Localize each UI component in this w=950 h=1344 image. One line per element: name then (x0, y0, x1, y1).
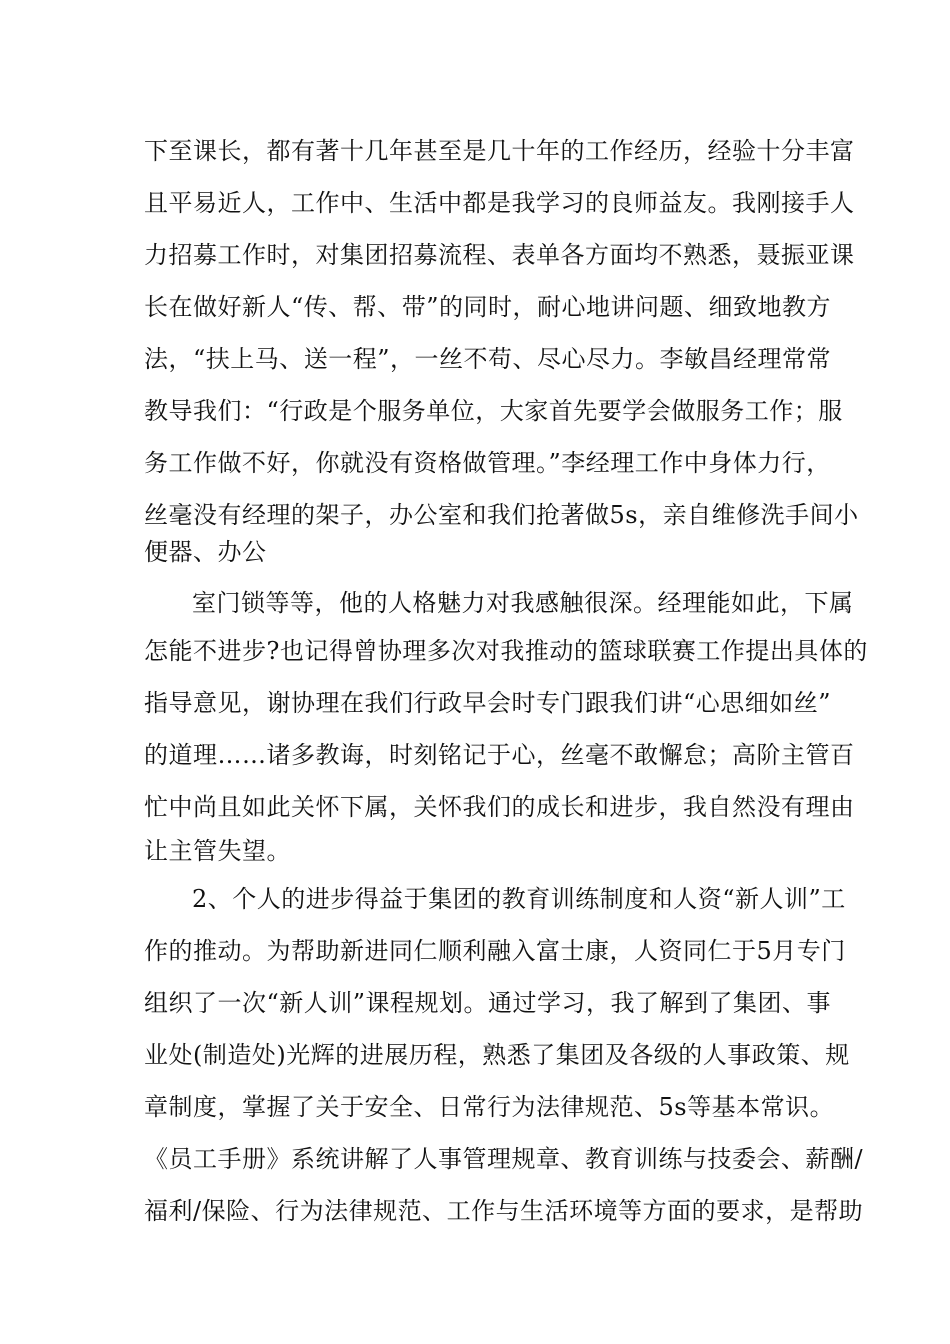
text-line: 2、个人的进步得益于集团的教育训练制度和人资“新人训”工 (192, 885, 846, 913)
text-line: 让主管失望。 (144, 837, 291, 865)
text-line: 怎能不进步?也记得曾协理多次对我推动的篮球联赛工作提出具体的 (144, 637, 868, 665)
text-line: 室门锁等等，他的人格魅力对我感触很深。经理能如此，下属 (192, 589, 854, 617)
text-line: 组织了一次“新人训”课程规划。通过学习，我了解到了集团、事 (144, 989, 832, 1017)
text-line: 福利/保险、行为法律规范、工作与生活环境等方面的要求，是帮助 (144, 1197, 864, 1225)
text-line: 忙中尚且如此关怀下属，关怀我们的成长和进步，我自然没有理由 (144, 793, 855, 821)
text-line: 且平易近人，工作中、生活中都是我学习的良师益友。我刚接手人 (144, 189, 855, 217)
text-line: 力招募工作时，对集团招募流程、表单各方面均不熟悉，聂振亚课 (144, 241, 855, 269)
text-line: 作的推动。为帮助新进同仁顺利融入富士康，人资同仁于5月专门 (144, 937, 846, 965)
text-line: 的道理……诸多教诲，时刻铭记于心，丝毫不敢懈怠；高阶主管百 (144, 741, 855, 769)
text-line: 业处(制造处)光辉的进展历程，熟悉了集团及各级的人事政策、规 (144, 1041, 850, 1069)
text-line: 丝毫没有经理的架子，办公室和我们抢著做5s，亲自维修洗手间小 (144, 501, 859, 529)
text-line: 务工作做不好，你就没有资格做管理。”李经理工作中身体力行， (144, 449, 831, 477)
text-line: 指导意见，谢协理在我们行政早会时专门跟我们讲“心思细如丝” (144, 689, 832, 717)
text-line: 便器、办公 (144, 538, 267, 566)
text-line: 法，“扶上马、送一程”，一丝不苟、尽心尽力。李敏昌经理常常 (144, 345, 832, 373)
text-line: 章制度，掌握了关于安全、日常行为法律规范、5s等基本常识。 (144, 1093, 835, 1121)
text-line: 长在做好新人“传、帮、带”的同时，耐心地讲问题、细致地教方 (144, 293, 832, 321)
text-line: 下至课长，都有著十几年甚至是几十年的工作经历，经验十分丰富 (144, 137, 855, 165)
text-line: 《员工手册》系统讲解了人事管理规章、教育训练与技委会、薪酬/ (144, 1145, 864, 1173)
text-line: 教导我们：“行政是个服务单位，大家首先要学会做服务工作；服 (144, 397, 843, 425)
